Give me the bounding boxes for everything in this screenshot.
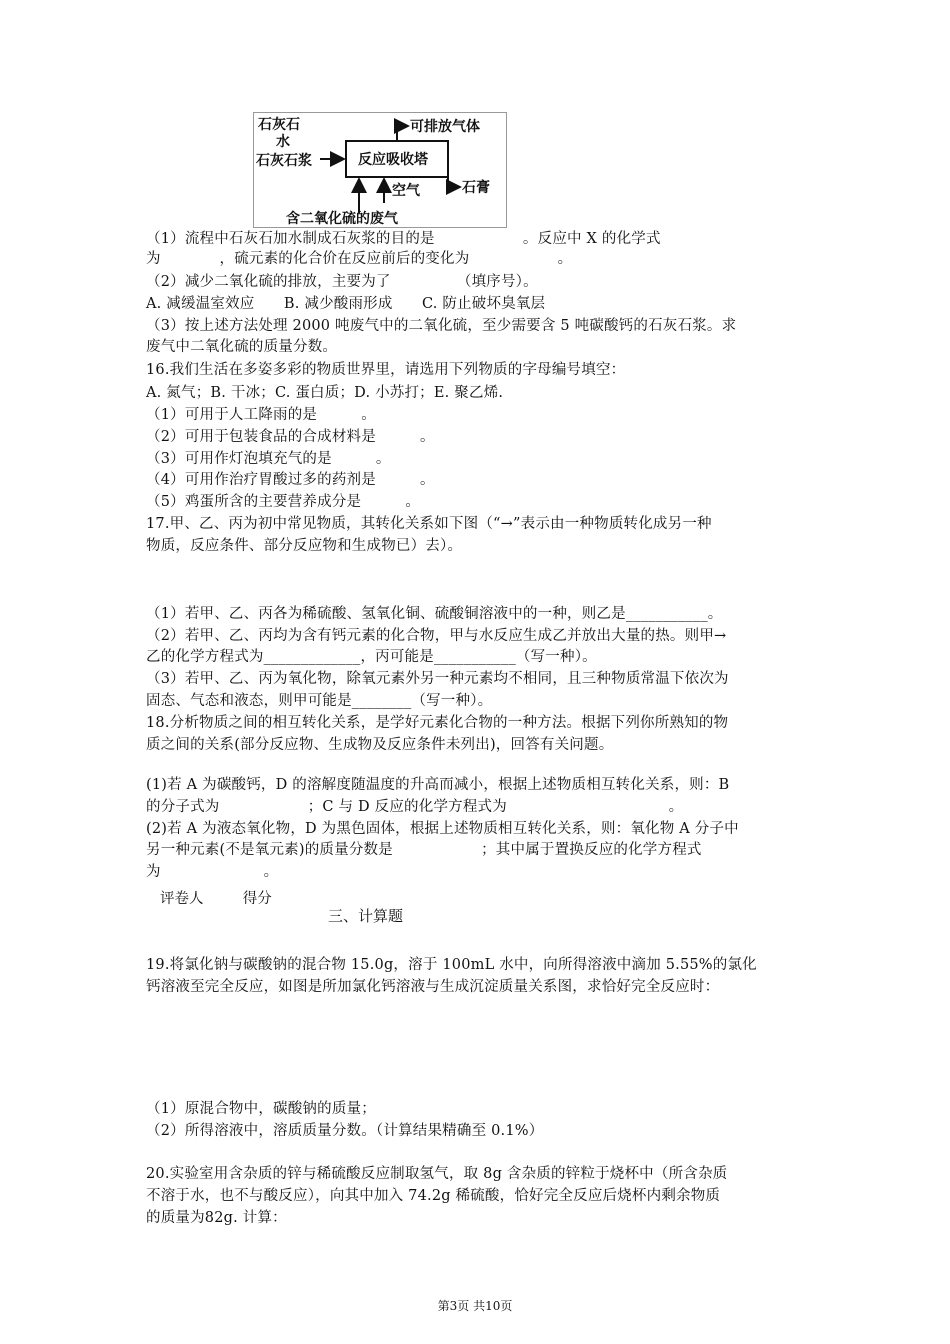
label-limestone: 石灰石 — [258, 117, 300, 133]
q16-4: （4）可用作治疗胃酸过多的药剂是 。 — [146, 472, 435, 488]
q17-3a: （3）若甲、乙、丙为氧化物，除氧元素外另一种元素均不相同，且三种物质常温下依次为 — [146, 671, 729, 687]
q15-1a: （1）流程中石灰石加水制成石灰浆的目的是 。反应中 X 的化学式 — [146, 231, 661, 247]
q20-stem-a: 20.实验室用含杂质的锌与稀硫酸反应制取氢气，取 8g 含杂质的锌粒于烧杯中（所含杂质 — [146, 1166, 728, 1182]
label-air: 空气 — [392, 183, 420, 199]
q18-2a: (2)若 A 为液态氧化物，D 为黑色固体，根据上述物质相互转化关系，则：氧化物 A 分子中 — [146, 821, 739, 837]
q18-2c: 为 。 — [146, 864, 279, 880]
q17-2a: （2）若甲、乙、丙均为含有钙元素的化合物，甲与水反应生成乙并放出大量的热。则甲→ — [146, 628, 727, 644]
q16-1: （1）可用于人工降雨的是 。 — [146, 407, 376, 423]
flowchart-svg — [254, 113, 506, 227]
q16-options: A. 氮气；B. 干冰；C. 蛋白质；D. 小苏打；E. 聚乙烯. — [146, 385, 504, 401]
label-water: 水 — [276, 134, 290, 150]
q15-3b: 废气中二氧化硫的质量分数。 — [146, 339, 338, 355]
q17-1: （1）若甲、乙、丙各为稀硫酸、氢氧化铜、硫酸铜溶液中的一种，则乙是___________。 — [146, 606, 723, 622]
q18-1b: 的分子式为 ；C 与 D 反应的化学方程式为 。 — [146, 799, 684, 815]
q17-stem-a: 17.甲、乙、丙为初中常见物质，其转化关系如下图（“→”表示由一种物质转化成另一种 — [146, 516, 712, 532]
q18-stem-b: 质之间的关系(部分反应物、生成物及反应条件未列出)，回答有关问题。 — [146, 737, 614, 753]
grader-score: 得分 — [242, 891, 272, 907]
label-slurry: 石灰石浆 — [256, 153, 312, 169]
grader-reviewer: 评卷人 — [160, 891, 204, 907]
section-title: 三、计算题 — [328, 907, 404, 925]
q18-2b: 另一种元素(不是氧元素)的质量分数是 ；其中属于置换反应的化学方程式 — [146, 842, 702, 858]
q17-2b: 乙的化学方程式为_____________，丙可能是___________（写一种）。 — [146, 649, 597, 665]
label-waste-gas: 含二氧化硫的废气 — [286, 211, 398, 227]
q16-stem: 16.我们生活在多姿多彩的物质世界里，请选用下列物质的字母编号填空： — [146, 362, 626, 378]
label-exhaust: 可排放气体 — [410, 119, 480, 135]
q19-stem-a: 19.将氯化钠与碳酸钠的混合物 15.0g，溶于 100mL 水中，向所得溶液中滴加 5.55%的氯化 — [146, 957, 757, 973]
label-gypsum: 石膏 — [462, 180, 490, 196]
q15-2-options: A. 减缓温室效应 B. 减少酸雨形成 C. 防止破坏臭氧层 — [146, 296, 546, 312]
grader-box — [160, 887, 272, 908]
page-footer: 第3页 共10页 — [437, 1299, 513, 1313]
q15-3a: （3）按上述方法处理 2000 吨废气中的二氧化硫，至少需要含 5 吨碳酸钙的石灰石浆。求 — [146, 318, 737, 334]
q17-stem-b: 物质，反应条件、部分反应物和生成物已）去）。 — [146, 538, 463, 554]
q15-2: （2）减少二氧化硫的排放，主要为了 （填序号）。 — [146, 274, 538, 290]
q20-stem-c: 的质量为82g. 计算： — [146, 1210, 287, 1226]
q16-3: （3）可用作灯泡填充气的是 。 — [146, 451, 391, 467]
q20-stem-b: 不溶于水，也不与酸反应），向其中加入 74.2g 稀硫酸，恰好完全反应后烧杯内剩余物质 — [146, 1188, 721, 1204]
q19-stem-b: 钙溶液至完全反应，如图是所加氯化钙溶液与生成沉淀质量关系图，求恰好完全反应时： — [146, 979, 720, 995]
flowchart-figure — [253, 112, 507, 228]
q16-5: （5）鸡蛋所含的主要营养成分是 。 — [146, 494, 421, 510]
q19-2: （2）所得溶液中，溶质质量分数。（计算结果精确至 0.1%） — [146, 1123, 544, 1139]
q18-1a: (1)若 A 为碳酸钙，D 的溶解度随温度的升高而减小，根据上述物质相互转化关系，则：B — [146, 777, 730, 793]
q17-3b: 固态、气态和液态，则甲可能是________（写一种）。 — [146, 693, 493, 709]
q18-stem-a: 18.分析物质之间的相互转化关系，是学好元素化合物的一种方法。根据下列你所熟知的物 — [146, 715, 729, 731]
q15-1b: 为 ，硫元素的化合价在反应前后的变化为 。 — [146, 251, 573, 267]
q19-1: （1）原混合物中，碳酸钠的质量； — [146, 1101, 376, 1117]
label-tower: 反应吸收塔 — [358, 152, 428, 168]
q16-2: （2）可用于包装食品的合成材料是 。 — [146, 429, 435, 445]
